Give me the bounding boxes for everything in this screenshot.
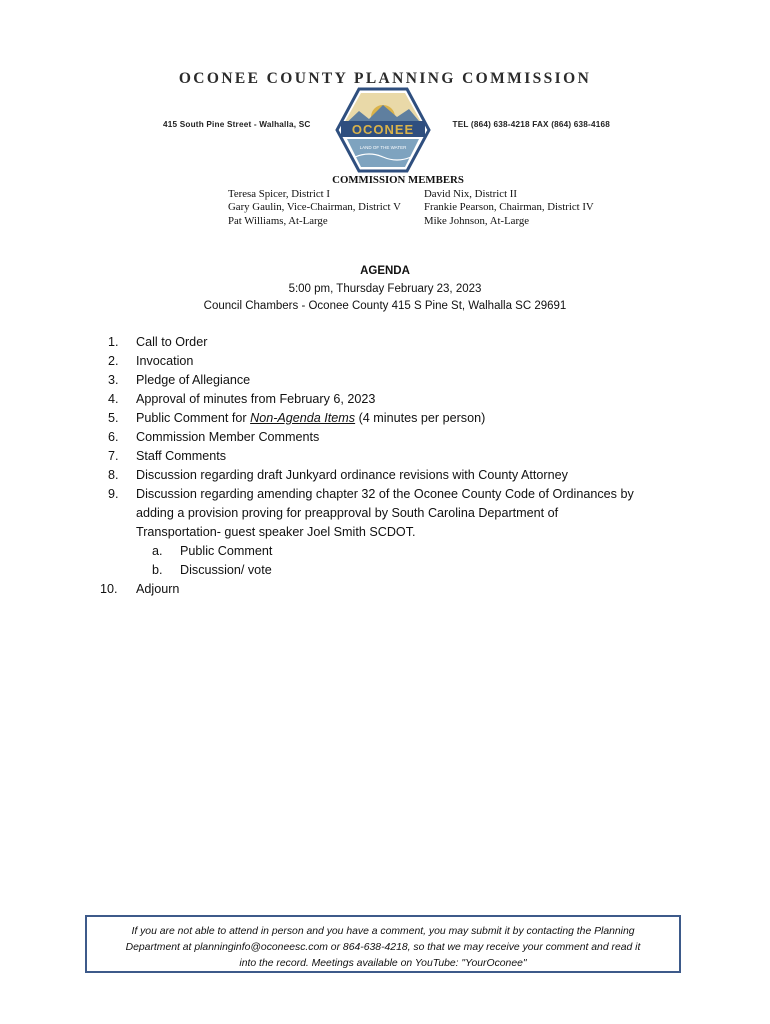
item-text: Discussion regarding draft Junkyard ordinance revisions with County Attorney [136,468,568,482]
item-text: Call to Order [136,335,208,349]
comment-notice-box [85,915,681,973]
meeting-datetime: 5:00 pm, Thursday February 23, 2023 [288,282,482,295]
agenda-item [108,390,688,409]
member: Frankie Pearson, Chairman, District IV [424,201,594,214]
item-number: 5. [108,411,119,425]
item-text: Approval of minutes from February 6, 2023 [136,392,376,406]
item-number: 7. [108,449,119,463]
contact-numbers: TEL (864) 638-4218 FAX (864) 638-4168 [452,120,610,129]
subitem-text: Discussion/ vote [180,563,272,577]
item-text: Staff Comments [136,449,227,463]
oconee-logo-icon [335,87,431,173]
agenda-item [108,447,688,466]
member: Teresa Spicer, District I [228,187,330,200]
subitem-letter: b. [152,563,163,577]
item-text: Adjourn [136,582,180,596]
item-text: (4 minutes per person) [355,411,486,425]
agenda-title: AGENDA [360,265,410,277]
item-text-line: Transportation- guest speaker Joel Smith SCDOT. [136,525,416,539]
member: David Nix, District II [424,187,517,200]
item-number: 6. [108,430,119,444]
notice-line: into the record. Meetings available on YouTube: "YourOconee" [239,958,527,969]
oconee-logo [335,87,431,173]
subitem-letter: a. [152,544,163,558]
item-number: 10. [100,582,118,596]
svg-text:OCONEE: OCONEE [351,122,415,137]
item-text: Pledge of Allegiance [136,373,251,387]
item-number: 8. [108,468,119,482]
item-text-line: Discussion regarding amending chapter 32 of the Oconee County Code of Ordinances by [136,487,634,501]
item-number: 1. [108,335,119,349]
item-text: Invocation [136,354,194,368]
commission-members [228,174,608,228]
item-number: 2. [108,354,119,368]
agenda-list [100,333,688,599]
agenda-header [0,263,770,316]
agenda-item [100,580,688,599]
subitem-text: Public Comment [180,544,273,558]
agenda-item [108,352,688,371]
item-text-emphasis: Non-Agenda Items [250,411,356,425]
agenda-subitem [108,561,688,580]
item-text: Commission Member Comments [136,430,320,444]
agenda-item [108,333,688,352]
item-text: Public Comment for [136,411,251,425]
svg-text:LAND OF THE WATER: LAND OF THE WATER [359,145,407,150]
members-title: COMMISSION MEMBERS [332,174,464,186]
agenda-item [108,485,688,542]
agenda-item [108,466,688,485]
org-name: OCONEE COUNTY PLANNING COMMISSION [178,70,592,87]
notice-line: Department at planninginfo@oconeesc.com or 864-638-4218, so that we may receive your comment and read it [125,942,641,953]
notice-line: If you are not able to attend in person and you have a comment, you may submit it by contacting the Planning [131,926,635,937]
member: Pat Williams, At-Large [228,214,328,227]
member: Gary Gaulin, Vice-Chairman, District V [228,201,401,214]
item-number: 9. [108,487,119,501]
agenda-subitem [108,542,688,561]
item-text-line: adding a provision proving for preapproval by South Carolina Department of [136,506,559,520]
agenda-item [108,409,688,428]
member: Mike Johnson, At-Large [424,214,530,227]
item-number: 3. [108,373,119,387]
item-number: 4. [108,392,119,406]
meeting-location: Council Chambers - Oconee County 415 S Pine St, Walhalla SC 29691 [203,300,567,312]
agenda-item [108,371,688,390]
letterhead [148,62,622,174]
address: 415 South Pine Street - Walhalla, SC [163,120,311,129]
agenda-item [108,428,688,447]
